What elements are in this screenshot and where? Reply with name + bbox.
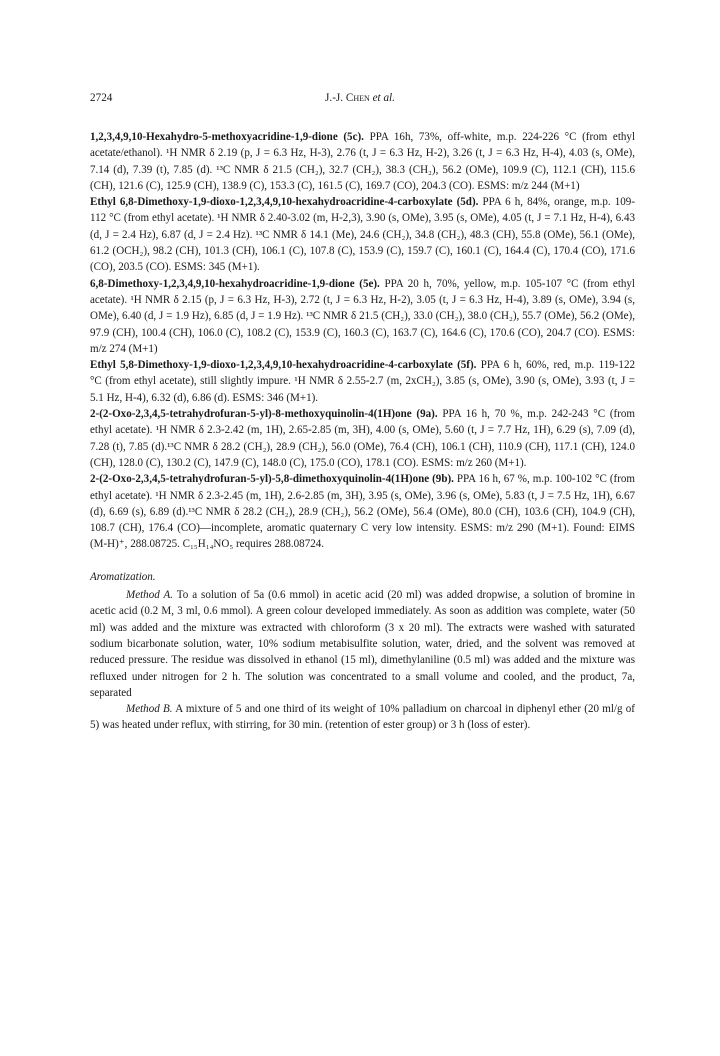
author-initials: J.-J.: [325, 92, 344, 104]
compound-name: Ethyl 5,8-Dimethoxy-1,9-dioxo-1,2,3,4,9,10-hexahydroacridine-4-carboxylate (5f).: [90, 359, 477, 372]
author-surname: Chen: [345, 92, 370, 104]
method-label: Method A.: [126, 589, 173, 602]
compound-entry-5e: [90, 276, 635, 357]
compound-entry-5f: [90, 357, 635, 406]
compound-entry-5c: [90, 129, 635, 194]
compound-data: PPA 20 h, 70%, yellow, m.p. 105-107 °C (from ethyl acetate). ¹H NMR δ 2.15 (p, J = 6.3 Hz, H-3), 2.72 (t, J = 6.3 Hz, H-2), 3.05 (t, J = 6.3 Hz, H-4), 3.89 (s, OMe), 3.94 (s, OMe), 6.40 (d, J = 1.9 Hz), 6.85 (d, J = 1.9 Hz). ¹³C NMR δ 21.5 (CH₂), 33.0 (CH₂), 38.0 (CH₂), 55.7 (OMe), 56.2 (OMe), 97.9 (CH), 100.4 (CH), 106.0 (C), 108.2 (C), 153.9 (C), 160.3 (C), 163.7 (C), 164.6 (C), 170.6 (CO), 204.7 (CO). ESMS: m/z 274 (M+1): [90, 277, 635, 355]
compound-data: PPA 6 h, 60%, red, m.p. 119-122 °C (from ethyl acetate), still slightly impure. ¹H NMR δ 2.55-2.7 (m, 2xCH₂), 3.85 (s, OMe), 3.90 (s, OMe), 3.93 (t, J = 5.1 Hz, H-4), 6.32 (d), 6.86 (d). ESMS: 346 (M+1).: [90, 359, 635, 404]
compound-data: PPA 6 h, 84%, orange, m.p. 109-112 °C (from ethyl acetate). ¹H NMR δ 2.40-3.02 (m, H-2,3), 3.90 (s, OMe), 3.95 (s, OMe), 4.05 (t, J = 7.1 Hz, H-4), 6.43 (d, J = 2.4 Hz), 6.87 (d, J = 2.4 Hz). ¹³C NMR δ 14.1 (Me), 24.6 (CH₂), 34.8 (CH₂), 48.3 (CH), 55.8 (OMe), 56.1 (OMe), 61.2 (OCH₂), 98.2 (CH), 101.3 (CH), 106.1 (C), 107.8 (C), 153.9 (C), 159.7 (C), 160.1 (C), 164.4 (C), 170.4 (CO), 171.6 (CO), 203.5 (CO). ESMS: 345 (M+1).: [90, 196, 635, 274]
method-label: Method B.: [126, 703, 173, 716]
compound-name: 6,8-Dimethoxy-1,2,3,4,9,10-hexahydroacridine-1,9-dione (5e).: [90, 277, 380, 290]
compound-name: 2-(2-Oxo-2,3,4,5-tetrahydrofuran-5-yl)-5,8-dimethoxyquinolin-4(1H)one (9b).: [90, 473, 454, 486]
main-text: [90, 129, 635, 734]
page-header: [90, 92, 630, 108]
method-text: To a solution of 5a (0.6 mmol) in acetic acid (20 ml) was added dropwise, a solution of bromine in acetic acid (0.2 M, 3 ml, 0.6 mmol). A green colour developed immediately. As soon as addition was complete, water (50 ml) was added and the mixture was extracted with chloroform (3 x 20 ml). The extracts were washed with saturated sodium bicarbonate solution, water, 10% sodium metabisulfite solution, water, dried, and the solvent was removed at reduced pressure. The residue was dissolved in ethanol (15 ml), dimethylaniline (0.5 ml) was added and the mixture was refluxed under nitrogen for 2 h. The solution was concentrated to a small volume and cooled, and the product, 7a, separated: [90, 589, 635, 699]
method-text: A mixture of 5 and one third of its weight of 10% palladium on charcoal in diphenyl ether (20 ml/g of 5) was heated under reflux, with stirring, for 30 min. (retention of ester group) or 3 h (loss of ester).: [90, 703, 635, 732]
compound-entry-5d: [90, 194, 635, 275]
compound-data: PPA 16 h, 67 %, m.p. 100-102 °C (from ethyl acetate). ¹H NMR δ 2.3-2.45 (m, 1H), 2.6-2.85 (m, 3H), 3.95 (s, OMe), 3.96 (s, OMe), 5.83 (t, J = 7.5 Hz, 1H), 6.67 (d), 6.69 (s), 6.89 (d).¹³C NMR δ 28.2 (CH₂), 28.9 (CH₂), 56.2 (OMe), 56.4 (OMe), 80.0 (CH), 103.6 (CH), 104.9 (CH), 108.7 (CH), 176.4 (CO)—incomplete, aromatic quaternary C very low intensity. ESMS: m/z 290 (M+1). Found: EIMS (M-H)⁺, 288.08725. C₁₅H₁₄NO₅ requires 288.08724.: [90, 473, 635, 551]
method-a-paragraph: [90, 587, 635, 701]
compound-data: PPA 16 h, 70 %, m.p. 242-243 °C (from ethyl acetate). ¹H NMR δ 2.3-2.42 (m, 1H), 2.65-2.85 (m, 3H), 4.00 (s, OMe), 5.60 (t, J = 7.7 Hz, 1H), 6.29 (s), 7.09 (d), 7.28 (t), 7.85 (d).¹³C NMR δ 28.2 (CH₂), 28.9 (CH₂), 56.0 (OMe), 76.4 (CH), 106.1 (CH), 110.9 (CH), 117.1 (CH), 124.0 (CH), 128.0 (C), 130.2 (C), 147.9 (C), 148.0 (C), 175.0 (CO), 178.1 (CO). ESMS: m/z 260 (M+1).: [90, 408, 635, 469]
compound-name: 1,2,3,4,9,10-Hexahydro-5-methoxyacridine-1,9-dione (5c).: [90, 131, 364, 143]
compound-name: Ethyl 6,8-Dimethoxy-1,9-dioxo-1,2,3,4,9,10-hexahydroacridine-4-carboxylate (5d).: [90, 196, 479, 209]
section-title: Aromatization.: [90, 570, 156, 583]
page-number: 2724: [90, 92, 113, 104]
method-b-paragraph: [90, 701, 635, 734]
et-al: et al.: [372, 92, 395, 104]
compound-data: PPA 16h, 73%, off-white, m.p. 224-226 °C (from ethyl acetate/ethanol). ¹H NMR δ 2.19 (p, J = 6.3 Hz, H-3), 2.76 (t, J = 6.3 Hz, H-2), 3.26 (t, J = 6.3 Hz, H-4), 4.03 (s, OMe), 7.14 (d), 7.39 (t), 7.85 (d). ¹³C NMR δ 21.5 (CH₂), 32.7 (CH₂), 38.3 (CH₂), 56.2 (OMe), 109.9 (C), 112.1 (CH), 115.6 (CH), 121.6 (C), 125.9 (CH), 138.9 (C), 153.3 (C), 161.5 (C), 169.7 (CO), 204.3 (CO). ESMS: m/z 244 (M+1): [90, 131, 636, 192]
aromatization-section: [90, 569, 635, 734]
compound-name: 2-(2-Oxo-2,3,4,5-tetrahydrofuran-5-yl)-8-methoxyquinolin-4(1H)one (9a).: [90, 408, 438, 421]
compound-entry-9a: [90, 406, 635, 471]
compound-entry-9b: [90, 471, 635, 552]
running-head: [90, 92, 630, 104]
